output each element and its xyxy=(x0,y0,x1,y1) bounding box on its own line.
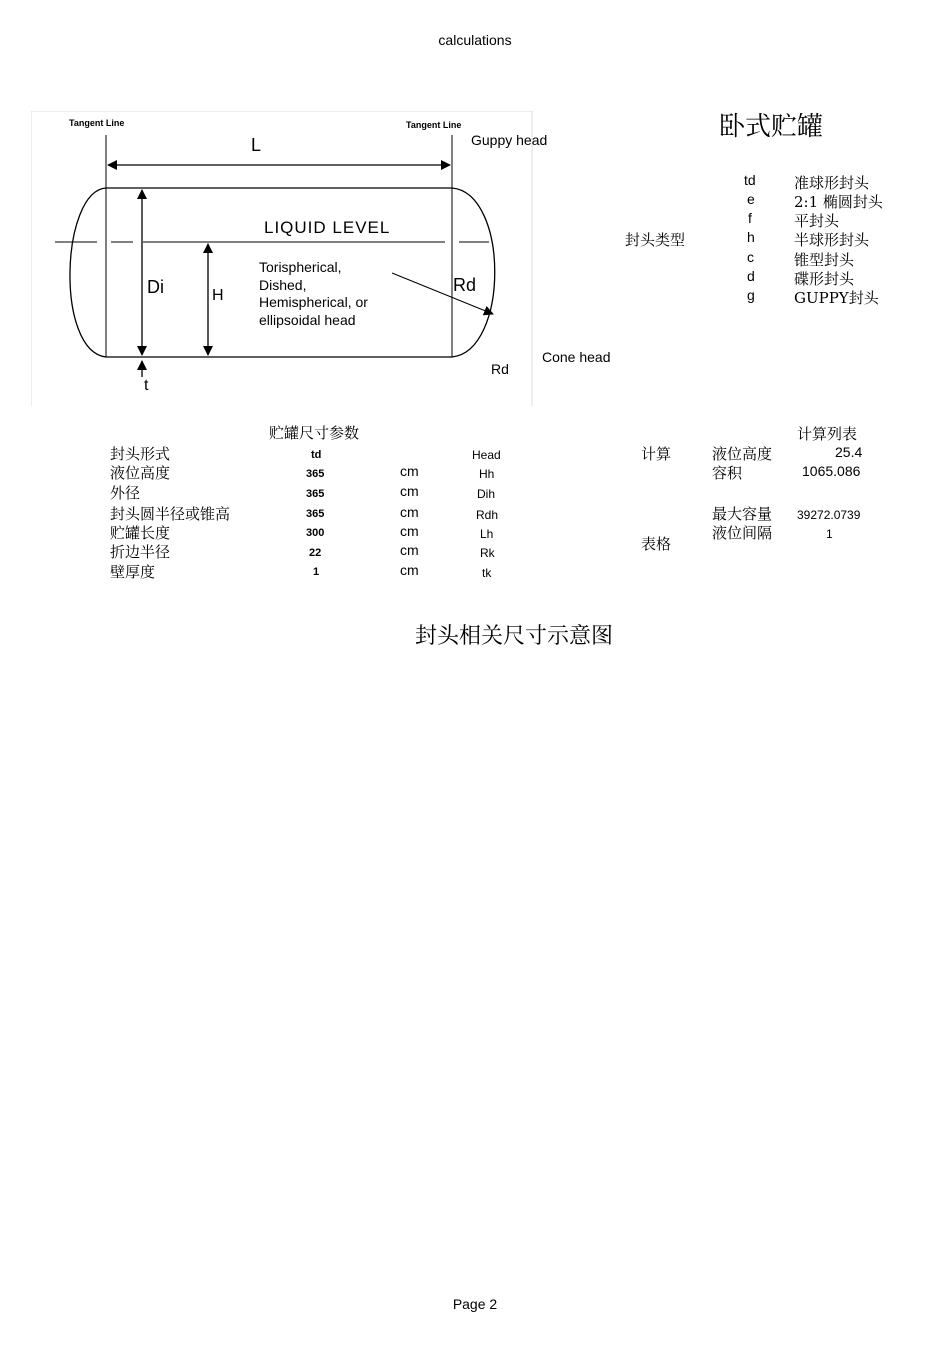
guppy-head-label: Guppy head xyxy=(471,132,548,148)
param-value[interactable]: 300 xyxy=(306,527,325,539)
param-label: 折边半径 xyxy=(110,543,171,561)
param-unit: cm xyxy=(400,562,419,578)
head-note-line: Hemispherical, or xyxy=(259,294,368,310)
head-type-name: GUPPY封头 xyxy=(794,289,879,307)
radius-arrow xyxy=(392,273,493,314)
param-value[interactable]: 22 xyxy=(309,547,322,559)
param-unit: cm xyxy=(400,463,419,479)
head-type-name: 平封头 xyxy=(794,212,840,230)
head-type-name: 锥型封头 xyxy=(794,251,855,269)
diameter-label: Di xyxy=(147,277,164,297)
page-number: Page 2 xyxy=(452,1296,498,1312)
param-label: 贮罐长度 xyxy=(110,524,171,542)
param-var: tk xyxy=(482,566,492,580)
page-header-title: calculations xyxy=(438,32,512,48)
left-head xyxy=(70,188,106,357)
head-type-name: 准球形封头 xyxy=(794,174,870,192)
head-type-name: 碟形封头 xyxy=(794,270,855,288)
head-type-code: d xyxy=(747,268,755,284)
tank-diagram xyxy=(31,111,533,406)
liquid-level-label: LIQUID LEVEL xyxy=(264,218,391,237)
param-value[interactable]: 365 xyxy=(306,488,325,500)
cone-head-label: Cone head xyxy=(542,349,611,365)
volume-label: 容积 xyxy=(712,464,743,482)
params-title: 贮罐尺寸参数 xyxy=(269,424,360,442)
head-type-code: td xyxy=(744,172,756,188)
param-label: 壁厚度 xyxy=(110,563,156,581)
param-value[interactable]: 365 xyxy=(306,508,325,520)
length-label: L xyxy=(251,135,262,155)
param-var: Lh xyxy=(480,527,494,541)
thickness-label: t xyxy=(144,377,149,394)
head-type-name: 2:1 椭圆封头 xyxy=(794,193,883,211)
param-var: Rdh xyxy=(476,508,499,522)
param-var: Rk xyxy=(480,546,495,560)
head-type-code: e xyxy=(747,191,755,207)
head-type-code: f xyxy=(748,210,752,226)
param-unit: cm xyxy=(400,542,419,558)
head-type-code: g xyxy=(747,287,755,303)
volume-value: 1065.086 xyxy=(802,463,861,479)
param-value[interactable]: td xyxy=(311,449,322,461)
param-value[interactable]: 365 xyxy=(306,468,325,480)
head-type-code: h xyxy=(747,229,755,245)
head-type-name: 半球形封头 xyxy=(794,231,870,249)
param-value[interactable]: 1 xyxy=(313,566,320,578)
rd-label: Rd xyxy=(491,361,509,377)
calc-label: 计算 xyxy=(641,445,672,463)
head-type-code: c xyxy=(747,249,754,265)
tangent-line-left-label: Tangent Line xyxy=(69,118,125,128)
tank-type-title: 卧式贮罐 xyxy=(719,112,824,142)
head-note-line: Dished, xyxy=(259,276,307,293)
liquid-height-label: 液位高度 xyxy=(712,445,773,463)
head-type-group-label: 封头类型 xyxy=(625,231,686,249)
param-var: Dih xyxy=(477,487,496,501)
liquid-height-value[interactable]: 25.4 xyxy=(835,444,863,460)
param-label: 封头圆半径或锥高 xyxy=(110,505,231,523)
calc-title: 计算列表 xyxy=(797,425,858,443)
radius-label: Rd xyxy=(453,275,477,295)
tangent-line-right-label: Tangent Line xyxy=(406,120,462,130)
param-unit: cm xyxy=(400,504,419,520)
param-var: Hh xyxy=(479,467,495,481)
max-capacity-value: 39272.0739 xyxy=(797,508,861,522)
head-note-line: ellipsoidal head xyxy=(259,311,356,328)
max-capacity-label: 最大容量 xyxy=(712,505,773,523)
section-title: 封头相关尺寸示意图 xyxy=(415,624,614,649)
param-label: 外径 xyxy=(110,484,141,502)
right-head xyxy=(452,188,495,357)
head-note-line: Torispherical, xyxy=(259,259,342,275)
param-unit: cm xyxy=(400,483,419,499)
param-label: 液位高度 xyxy=(110,464,171,482)
param-label: 封头形式 xyxy=(110,445,171,463)
height-label: H xyxy=(212,287,224,304)
interval-value[interactable]: 1 xyxy=(826,527,833,541)
interval-label: 液位间隔 xyxy=(712,524,773,542)
table-label: 表格 xyxy=(641,535,672,553)
head-note xyxy=(259,259,368,329)
param-unit: cm xyxy=(400,523,419,539)
param-var: Head xyxy=(472,448,501,462)
